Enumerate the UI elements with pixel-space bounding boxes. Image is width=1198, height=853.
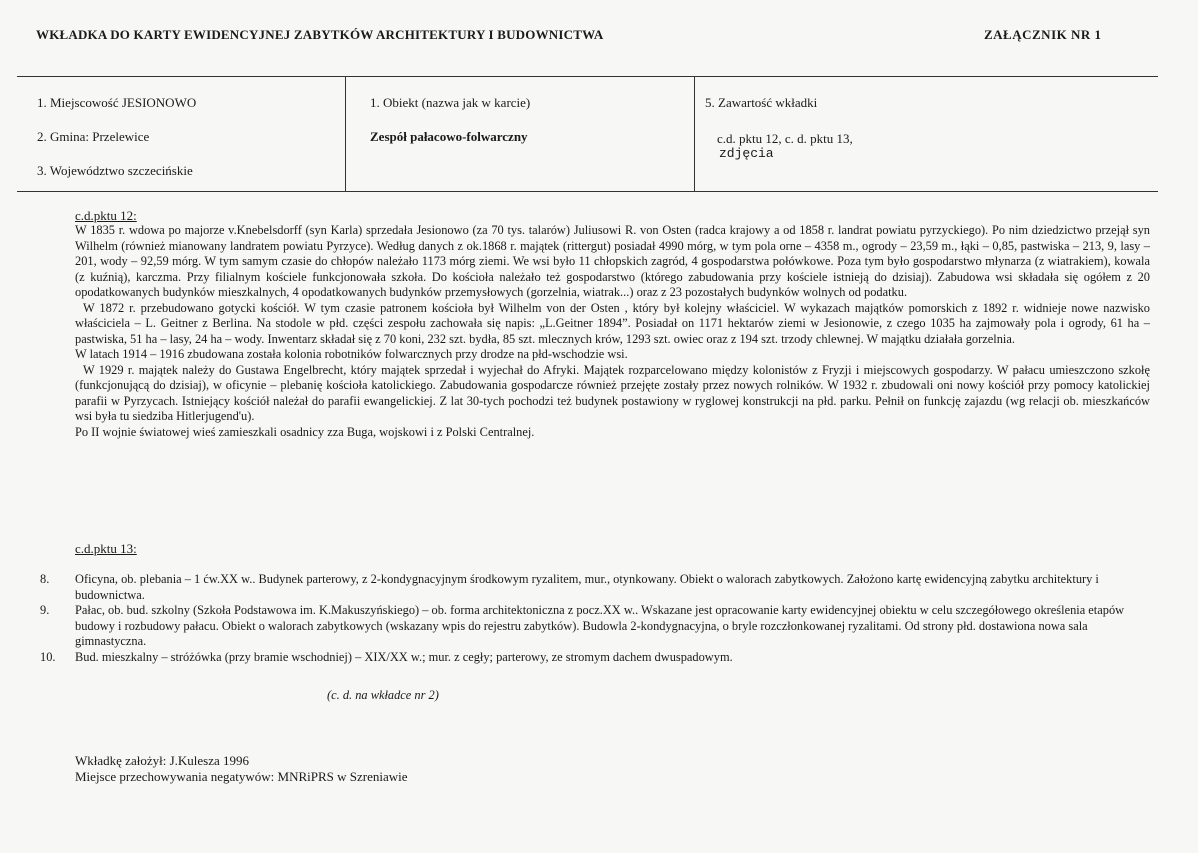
commune-field: 2. Gmina: Przelewice [37, 129, 150, 144]
paragraph: W 1929 r. majątek należy do Gustawa Engelbrecht, który majątek sprzedał i wyjechał do Afryki. Majątek rozparcelowano między kolonistów z Fryzji i miejscowych gospodarzy. W pałacu umieszczono szkołę (funkcjonującą do dzisiaj), w oficynie – plebanię kościoła katolickiego. Zabudowania gospodarcze również przejęte zostały przez nowych rolników. W 1932 r. zbudowali oni nowy kościół przy pomocy katolickiej parafii w Pyrzycach. Istniejący kościół należał do parafii ewangelickiej. Z lat 30-tych pochodzi też budynek postawiony w ryglowej konstrukcji na płd. parku. Pełnił on funkcję zajazdu (wg relacji ob. mieszkańców wsi była tu siedziba Hitlerjugend'u). [75, 362, 1150, 423]
table-bottom-border [17, 191, 1158, 192]
paragraph: W latach 1914 – 1916 zbudowana została kolonia robotników folwarcznych przy drodze na płd-wschodzie wsi. [75, 347, 628, 361]
table-top-border [17, 76, 1158, 77]
author-line: Wkładkę założył: J.Kulesza 1996 [75, 753, 249, 768]
list-item-text: Bud. mieszkalny – stróżówka (przy bramie wschodniej) – XIX/XX w.; mur. z cegły; parterowy, ze stromym dachem dwuspadowym. [75, 649, 733, 664]
document-title: WKŁADKA DO KARTY EWIDENCYJNEJ ZABYTKÓW ARCHITEKTURY I BUDOWNICTWA [36, 27, 604, 42]
object-name: Zespół pałacowo-folwarczny [370, 129, 528, 144]
paragraph: W 1835 r. wdowa po majorze v.Knebelsdorff (syn Karla) sprzedała Jesionowo (za 70 tys. talarów) Juliusowi R. von Osten (radca krajowy a od 1858 r. landrat powiatu pyrzyckiego). Po nim dziedzictwo przejął syn Wilhelm (również mianowany landratem powiatu Pyrzyce). Według danych z ok.1868 r. majątek (rittergut) posiadał 4990 mórg, w tym pola orne – 4358 m., ogrody – 23,59 m., łąki – 0,85, pastwiska – 213, 9, lasy – 201, wody – 92,59 mórg. W tym samym czasie do chłopów należało 1173 mórg ziemi. We wsi było 11 chłopskich zagród, 4 gospodarstwa połówkowe. Poza tym było gospodarstwo młynarza (z wiatrakiem), kowala (z kuźnią), karczma. Przy filialnym kościele funkcjonowała szkoła. Do kościoła należało też gospodarstwo (którego zabudowania przy kościele istnieją do dzisiaj). Zabudowa wsi składała się ogółem z 20 opodatkowanych budynków mieszkalnych, 4 opodatkowanych budynków przemysłowych (gorzelnia, wiatrak...) oraz z 23 pozostałych budynków wolnych od podatku. [75, 223, 1150, 299]
list-item-number: 9. [40, 603, 50, 617]
object-label: 1. Obiekt (nazwa jak w karcie) [370, 95, 531, 110]
list-item-number: 8. [40, 572, 50, 586]
list-item-text: Oficyna, ob. plebania – 1 ćw.XX w.. Budynek parterowy, z 2-kondygnacyjnym środkowym ryzalitem, mur., otynkowany. Obiekt o walorach zabytkowych. Założono kartę ewidencyjną zabytku architektury i budownictwa. [75, 572, 1099, 602]
province-field: 3. Województwo szczecińskie [37, 163, 193, 178]
list-item-number: 10. [40, 649, 56, 664]
list-item-text: Pałac, ob. bud. szkolny (Szkoła Podstawowa im. K.Makuszyńskiego) – ob. forma architektoniczna z pocz.XX w.. Wskazane jest opracowanie karty ewidencyjnej obiektu w celu szczegółowego określenia etapów budowy i rozbudowy pałacu. Obiekt o walorach zabytkowych (wskazany wpis do rejestru zabytków). Budowla 2-kondygnacyjna, o bryle rozczłonkowanej ryzalitami. Od strony płd. dostawiona nowa sala gimnastyczna. [75, 603, 1125, 648]
continuation-note: (c. d. na wkładce nr 2) [327, 688, 439, 702]
contents-extra: zdjęcia [719, 146, 774, 161]
list-item [40, 572, 1150, 603]
list-item [40, 650, 1150, 666]
negatives-location: Miejsce przechowywania negatywów: MNRiPRS w Szreniawie [75, 769, 408, 784]
list-item [40, 603, 1150, 650]
paragraph: W 1872 r. przebudowano gotycki kościół. W tym czasie patronem kościoła był Wilhelm von der Osten , który był kolejny właściciel. W wykazach majątków pomorskich z 1892 r. widnieje nowe nazwisko właściciela – L. Geitner z Berlina. Na stodole w płd. części zespołu zachowała się napis: „L.Geitner 1894”. Posiadał on 1171 hektarów ziemi w Jesionowie, z czego 1035 ha zajmowały pola i ogrody, 61 ha – pastwiska, 51 ha – lasy, 24 ha – wody. Inwentarz składał się z 70 koni, 232 szt. bydła, 85 szt. mlecznych krów, 1293 szt. owiec oraz z 194 szt. trzody chlewnej. W majątku działała gorzelnia. [75, 300, 1150, 346]
annex-number: ZAŁĄCZNIK NR 1 [984, 27, 1102, 42]
contents-value: c.d. pktu 12, c. d. pktu 13, [717, 131, 853, 146]
section-13-heading: c.d.pktu 13: [75, 541, 137, 556]
locality-field: 1. Miejscowość JESIONOWO [37, 95, 197, 110]
paragraph: Po II wojnie światowej wieś zamieszkali osadnicy zza Buga, wojskowi i z Polski Centralnej. [75, 424, 535, 439]
contents-label: 5. Zawartość wkładki [705, 95, 818, 110]
section-13-list [40, 572, 1150, 665]
column-divider-2 [694, 76, 695, 192]
column-divider-1 [345, 76, 346, 192]
section-12-body [75, 223, 1150, 440]
section-12-heading: c.d.pktu 12: [75, 208, 137, 223]
